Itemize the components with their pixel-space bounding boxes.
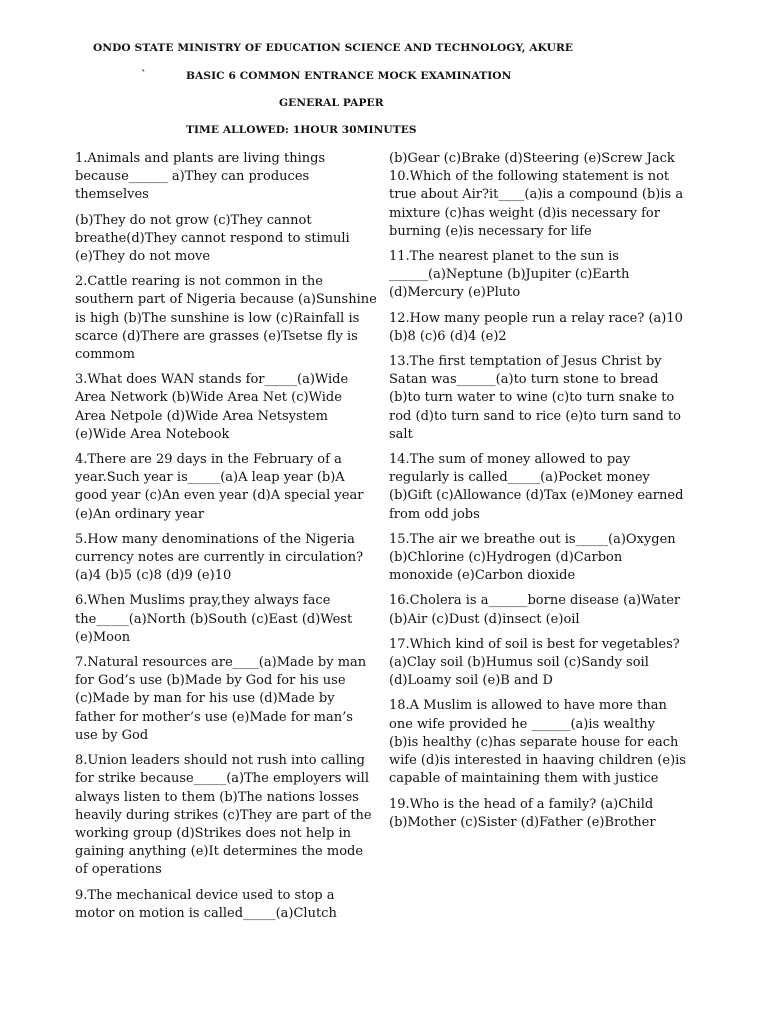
question-block: (b)They do not grow (c)They cannot breathe(d)They cannot respond to stimuli (e)They do not move (75, 212, 350, 265)
question-block: 7.Natural resources are____(a)Made by man for God’s use (b)Made by God for his use (c)Made by man for his use (d)Made by father for mother’s use (e)Made for man’s use by God (75, 655, 367, 743)
questions-left-column (75, 150, 377, 930)
question-block: 4.There are 29 days in the February of a year.Such year is_____(a)A leap year (b)A good year (c)An even year (d)A special year (e)An ordinary year (75, 452, 364, 522)
paper-title: GENERAL PAPER (279, 97, 384, 109)
question-block: 11.The nearest planet to the sun is ______(a)Neptune (b)Jupiter (c)Earth (d)Mercury (e)Pluto (389, 249, 630, 301)
question-block: 19.Who is the head of a family? (a)Child (b)Mother (c)Sister (d)Father (e)Brother (389, 796, 656, 830)
question-block: 17.Which kind of soil is best for vegetables? (a)Clay soil (b)Humus soil (c)Sandy soil (d)Loamy soil (e)B and D (389, 636, 680, 689)
stray-backtick: ` (141, 69, 147, 81)
question-block: 13.The first temptation of Jesus Christ by Satan was______(a)to turn stone to bread (b)to turn water to wine (c)to turn snake to rod (d)to turn sand to rice (e)to turn sand to salt (389, 354, 682, 442)
questions-right-column (389, 150, 687, 839)
time-allowed: TIME ALLOWED: 1HOUR 30MINUTES (186, 124, 417, 136)
ministry-heading: ONDO STATE MINISTRY OF EDUCATION SCIENCE AND TECHNOLOGY, AKURE (93, 42, 574, 54)
exam-title: BASIC 6 COMMON ENTRANCE MOCK EXAMINATION (186, 70, 512, 82)
question-block: 3.What does WAN stands for_____(a)Wide Area Network (b)Wide Area Net (c)Wide Area Netpole (d)Wide Area Netsystem (e)Wide Area Notebook (75, 372, 349, 442)
question-block: 16.Cholera is a______borne disease (a)Water (b)Air (c)Dust (d)insect (e)oil (389, 593, 681, 627)
question-block: 15.The air we breathe out is_____(a)Oxygen (b)Chlorine (c)Hydrogen (d)Carbon monoxide (e)Carbon dioxide (389, 531, 676, 584)
question-block: 6.When Muslims pray,they always face the_____(a)North (b)South (c)East (d)West (e)Moon (75, 593, 353, 645)
question-block: 9.The mechanical device used to stop a motor on motion is called_____(a)Clutch (75, 887, 337, 921)
question-block: 8.Union leaders should not rush into calling for strike because_____(a)The employers will always listen to them (b)The nations losses heavily during strikes (c)They are part of the working group (d)Strikes does not help in gaining anything (e)It determines the mode of operations (75, 753, 372, 878)
question-block: 12.How many people run a relay race? (a)10 (b)8 (c)6 (d)4 (e)2 (389, 310, 683, 344)
question-block: 18.A Muslim is allowed to have more than one wife provided he ______(a)is wealthy (b)is healthy (c)has separate house for each wife (d)is interested in haaving children (e)is capable of maintaining them with justice (389, 698, 686, 787)
question-block: (b)Gear (c)Brake (d)Steering (e)Screw Jack 10.Which of the following statement is not true about Air?it____(a)is a compound (b)is a mixture (c)has weight (d)is necessary for burning (e)is necessary for life (389, 151, 684, 239)
question-block: 1.Animals and plants are living things because______ a)They can produces themselves (75, 151, 326, 203)
question-block: 14.The sum of money allowed to pay regularly is called_____(a)Pocket money (b)Gift (c)Allowance (d)Tax (e)Money earned from odd jobs (389, 452, 684, 522)
question-block: 5.How many denominations of the Nigeria currency notes are currently in circulation?(a)4 (b)5 (c)8 (d)9 (e)10 (75, 531, 364, 584)
question-block: 2.Cattle rearing is not common in the southern part of Nigeria because (a)Sunshine is high (b)The sunshine is low (c)Rainfall is scarce (d)There are grasses (e)Tsetse fly is commom (75, 274, 377, 363)
